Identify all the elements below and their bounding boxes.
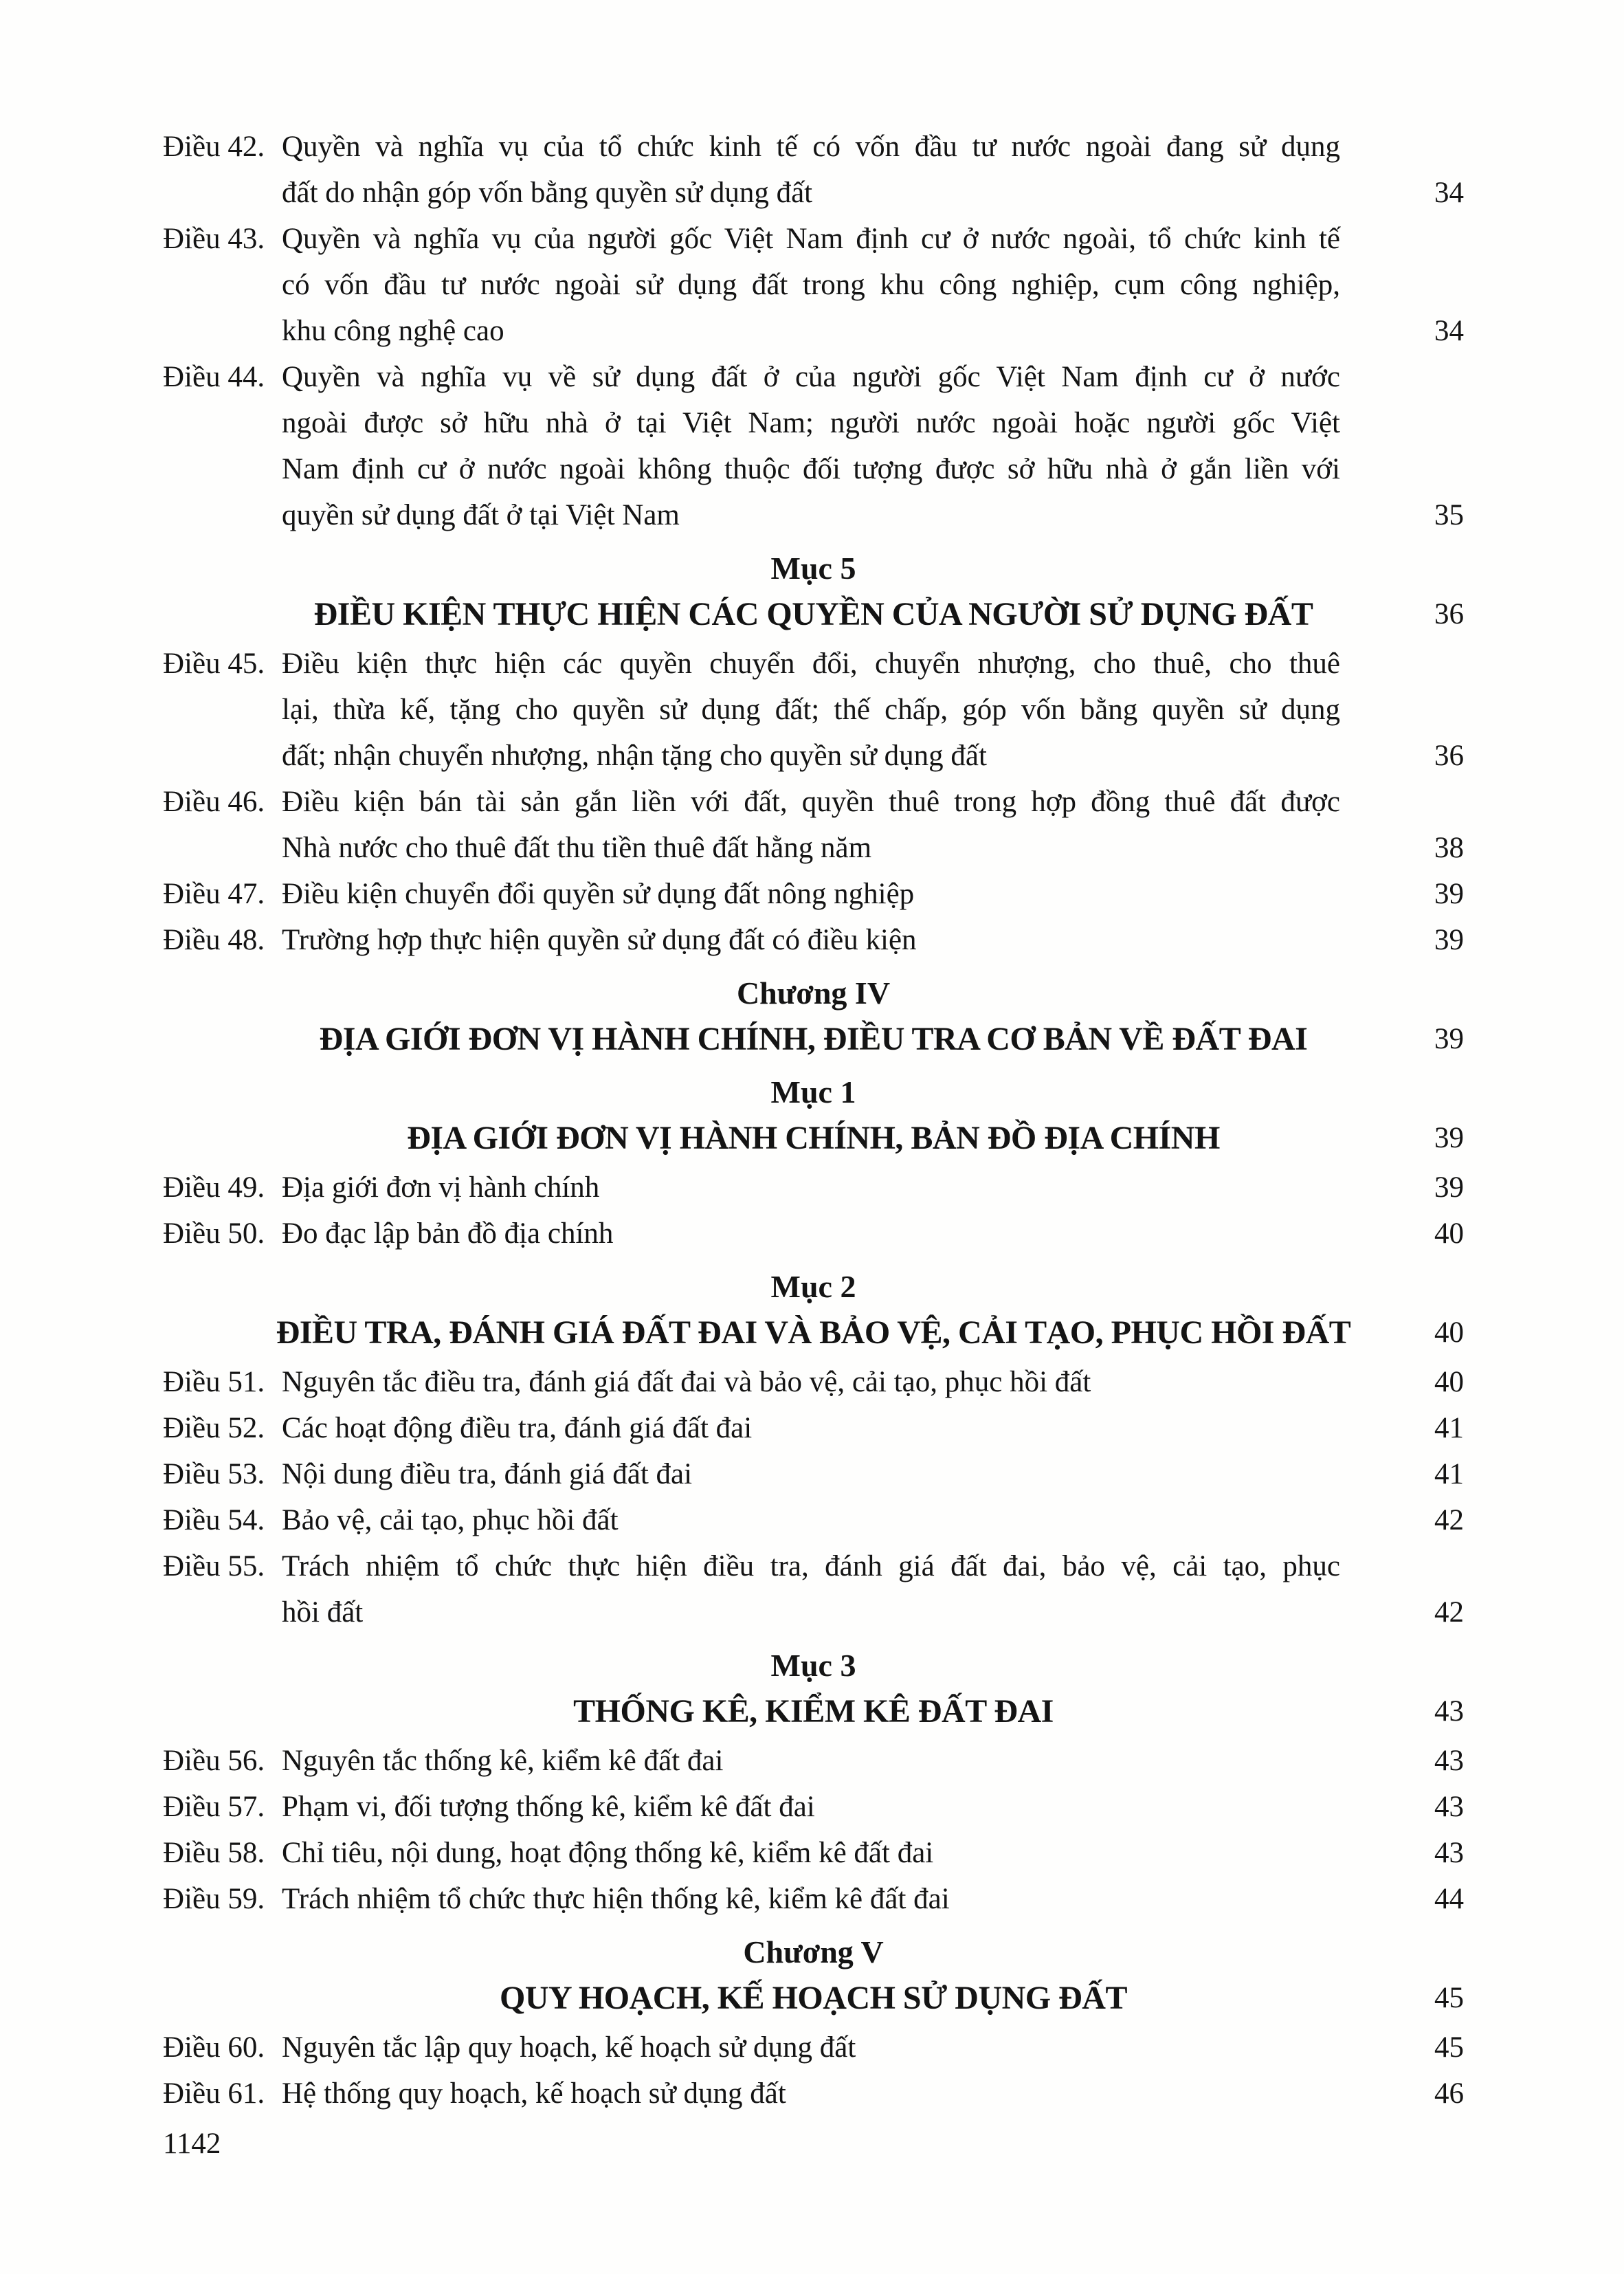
- toc-section-title: [163, 1688, 1464, 1734]
- toc-section-label-text: Mục 2: [770, 1269, 856, 1304]
- toc-entry-page: 36: [1434, 740, 1464, 772]
- toc-entry-line: Quyền và nghĩa vụ của tổ chức kinh tế có vốn đầu tư nước ngoài đang sử dụng: [282, 131, 1340, 163]
- toc-entry-text: [282, 1211, 1340, 1257]
- toc-entry-label: Điều 54.: [163, 1504, 265, 1536]
- toc-entry-page: 39: [1434, 1171, 1464, 1204]
- toc-entry-page: 44: [1434, 1883, 1464, 1915]
- toc-entry: [163, 1876, 1464, 1922]
- toc-entry-line: Nhà nước cho thuê đất thu tiền thuê đất hằng năm: [282, 832, 872, 864]
- toc-section-title-text: ĐIỀU KIỆN THỰC HIỆN CÁC QUYỀN CỦA NGƯỜI SỬ DỤNG ĐẤT: [313, 596, 1313, 632]
- toc-entry-line: Trách nhiệm tổ chức thực hiện thống kê, kiểm kê đất đai: [282, 1883, 950, 1915]
- page-number-footer: 1142: [163, 2128, 221, 2160]
- toc-entry-page: 43: [1434, 1791, 1464, 1823]
- toc-entry-label: Điều 46.: [163, 786, 265, 818]
- toc-entry-text: [282, 1405, 1340, 1451]
- toc-entry-text: [282, 216, 1340, 354]
- toc-entry-label: Điều 42.: [163, 131, 265, 163]
- toc-entry-label: Điều 51.: [163, 1366, 265, 1398]
- toc-entry-page: 38: [1434, 832, 1464, 864]
- toc-entry-line: Quyền và nghĩa vụ về sử dụng đất ở của người gốc Việt Nam định cư ở nước: [282, 361, 1340, 393]
- toc-section-label-text: Mục 3: [770, 1648, 856, 1683]
- toc-entry-page: 43: [1434, 1837, 1464, 1869]
- toc-entry-page: 40: [1434, 1217, 1464, 1250]
- toc-entry-line: Điều kiện bán tài sản gắn liền với đất, quyền thuê trong hợp đồng thuê đất được: [282, 786, 1340, 818]
- toc-entry-label: Điều 50.: [163, 1217, 265, 1250]
- toc-entry-label: Điều 47.: [163, 878, 265, 910]
- toc-entry: [163, 917, 1464, 963]
- toc-entry-line: Chỉ tiêu, nội dung, hoạt động thống kê, kiểm kê đất đai: [282, 1837, 934, 1869]
- toc-entry-text: [282, 779, 1340, 871]
- toc-entry-label: Điều 61.: [163, 2077, 265, 2110]
- toc-entry: [163, 1497, 1464, 1543]
- toc-entry-line: Quyền và nghĩa vụ của người gốc Việt Nam định cư ở nước ngoài, tổ chức kinh tế: [282, 223, 1340, 255]
- toc-entry-text: [282, 1784, 1340, 1830]
- toc-entry-page: 46: [1434, 2077, 1464, 2110]
- toc-entry: [163, 779, 1464, 871]
- toc-section-label-text: Mục 5: [770, 551, 856, 586]
- toc-entry-text: [282, 2071, 1340, 2117]
- toc-section-label: [163, 1929, 1464, 1975]
- toc-entry-text: [282, 1876, 1340, 1922]
- toc-entry-line: khu công nghệ cao: [282, 315, 504, 347]
- toc-entry: [163, 1451, 1464, 1497]
- toc-entry: [163, 1405, 1464, 1451]
- toc-entry-label: Điều 57.: [163, 1791, 265, 1823]
- toc-entry-line: hồi đất: [282, 1596, 364, 1629]
- toc-section-page: 40: [1434, 1316, 1464, 1349]
- toc-entry-line: Địa giới đơn vị hành chính: [282, 1171, 600, 1204]
- toc-entry-label: Điều 53.: [163, 1458, 265, 1490]
- toc-entry-page: 41: [1434, 1412, 1464, 1444]
- toc-entry-line: ngoài được sở hữu nhà ở tại Việt Nam; người nước ngoài hoặc người gốc Việt: [282, 407, 1340, 439]
- toc-entry-text: [282, 1543, 1340, 1635]
- toc-section-page: 43: [1434, 1695, 1464, 1727]
- toc-entry-label: Điều 43.: [163, 223, 265, 255]
- toc-section-title: [163, 591, 1464, 637]
- toc-entry-label: Điều 49.: [163, 1171, 265, 1204]
- toc-rows: [163, 124, 1464, 2117]
- toc-section-label: [163, 970, 1464, 1016]
- toc-entry-line: Đo đạc lập bản đồ địa chính: [282, 1217, 614, 1250]
- toc-entry-page: 42: [1434, 1504, 1464, 1536]
- toc-entry-page: 35: [1434, 499, 1464, 531]
- toc-entry-label: Điều 44.: [163, 361, 265, 393]
- toc-entry-label: Điều 58.: [163, 1837, 265, 1869]
- toc-entry-text: [282, 1451, 1340, 1497]
- toc-entry-line: Bảo vệ, cải tạo, phục hồi đất: [282, 1504, 619, 1536]
- toc-section-title-text: THỐNG KÊ, KIỂM KÊ ĐẤT ĐAI: [573, 1693, 1054, 1730]
- toc-section-title-text: ĐỊA GIỚI ĐƠN VỊ HÀNH CHÍNH, BẢN ĐỒ ĐỊA CHÍNH: [407, 1120, 1220, 1156]
- toc-entry: [163, 2071, 1464, 2117]
- toc-entry-line: lại, thừa kế, tặng cho quyền sử dụng đất; thế chấp, góp vốn bằng quyền sử dụng: [282, 694, 1340, 726]
- toc: [163, 124, 1464, 2117]
- toc-entry-label: Điều 59.: [163, 1883, 265, 1915]
- toc-section-title: [163, 1975, 1464, 2021]
- toc-section-title: [163, 1310, 1464, 1356]
- toc-section-label-text: Mục 1: [770, 1074, 856, 1110]
- toc-entry: [163, 1211, 1464, 1257]
- toc-section-label: [163, 1263, 1464, 1310]
- toc-entry: [163, 871, 1464, 917]
- toc-entry-line: Nguyên tắc lập quy hoạch, kế hoạch sử dụng đất: [282, 2031, 856, 2064]
- toc-entry-line: đất; nhận chuyển nhượng, nhận tặng cho quyền sử dụng đất: [282, 740, 987, 772]
- toc-entry-label: Điều 48.: [163, 924, 265, 956]
- toc-entry-text: [282, 641, 1340, 779]
- toc-entry: [163, 1359, 1464, 1405]
- toc-entry-text: [282, 871, 1340, 917]
- toc-entry: [163, 1784, 1464, 1830]
- toc-entry-text: [282, 124, 1340, 216]
- toc-entry-page: 40: [1434, 1366, 1464, 1398]
- toc-entry-page: 34: [1434, 177, 1464, 209]
- toc-section-label: [163, 1642, 1464, 1688]
- toc-section-label-text: Chương IV: [736, 975, 891, 1011]
- toc-section-page: 39: [1434, 1023, 1464, 1055]
- toc-entry-label: Điều 55.: [163, 1550, 265, 1582]
- toc-entry: [163, 354, 1464, 538]
- toc-entry-page: 39: [1434, 878, 1464, 910]
- toc-entry-line: đất do nhận góp vốn bằng quyền sử dụng đất: [282, 177, 813, 209]
- toc-entry-line: Điều kiện chuyển đổi quyền sử dụng đất nông nghiệp: [282, 878, 915, 910]
- toc-section-label: [163, 545, 1464, 591]
- toc-section-title: [163, 1115, 1464, 1161]
- toc-entry-text: [282, 1830, 1340, 1876]
- toc-section-page: 45: [1434, 1982, 1464, 2014]
- toc-section-page: 39: [1434, 1122, 1464, 1154]
- toc-entry-line: Nguyên tắc thống kê, kiểm kê đất đai: [282, 1745, 724, 1777]
- toc-entry-page: 43: [1434, 1745, 1464, 1777]
- toc-entry-text: [282, 1164, 1340, 1211]
- toc-entry: [163, 641, 1464, 779]
- toc-entry-line: Nam định cư ở nước ngoài không thuộc đối tượng được sở hữu nhà ở gắn liền với: [282, 453, 1340, 485]
- toc-entry-line: Các hoạt động điều tra, đánh giá đất đai: [282, 1412, 753, 1444]
- toc-entry-text: [282, 1359, 1340, 1405]
- toc-entry-text: [282, 1738, 1340, 1784]
- toc-section-label-text: Chương V: [743, 1934, 884, 1969]
- toc-entry-page: 34: [1434, 315, 1464, 347]
- toc-section-page: 36: [1434, 598, 1464, 630]
- toc-section-title-text: ĐỊA GIỚI ĐƠN VỊ HÀNH CHÍNH, ĐIỀU TRA CƠ BẢN VỀ ĐẤT ĐAI: [319, 1021, 1308, 1057]
- toc-entry-line: Trường hợp thực hiện quyền sử dụng đất có điều kiện: [282, 924, 917, 956]
- toc-entry-label: Điều 52.: [163, 1412, 265, 1444]
- toc-entry: [163, 1164, 1464, 1211]
- toc-entry: [163, 1738, 1464, 1784]
- toc-entry-page: 39: [1434, 924, 1464, 956]
- toc-section-title: [163, 1016, 1464, 1062]
- toc-entry: [163, 216, 1464, 354]
- toc-entry-text: [282, 354, 1340, 538]
- toc-entry: [163, 1830, 1464, 1876]
- toc-entry-line: Phạm vi, đối tượng thống kê, kiểm kê đất đai: [282, 1791, 815, 1823]
- toc-entry-line: Điều kiện thực hiện các quyền chuyển đổi, chuyển nhượng, cho thuê, cho thuê: [282, 648, 1340, 680]
- toc-section-title-text: QUY HOẠCH, KẾ HOẠCH SỬ DỤNG ĐẤT: [500, 1980, 1127, 2016]
- toc-section-title-text: ĐIỀU TRA, ĐÁNH GIÁ ĐẤT ĐAI VÀ BẢO VỆ, CẢI TẠO, PHỤC HỒI ĐẤT: [276, 1314, 1351, 1351]
- toc-entry-page: 42: [1434, 1596, 1464, 1629]
- toc-entry-page: 41: [1434, 1458, 1464, 1490]
- toc-entry: [163, 1543, 1464, 1635]
- toc-entry-label: Điều 45.: [163, 648, 265, 680]
- toc-entry-line: Hệ thống quy hoạch, kế hoạch sử dụng đất: [282, 2077, 786, 2110]
- toc-entry-text: [282, 2024, 1340, 2071]
- toc-entry-line: có vốn đầu tư nước ngoài sử dụng đất trong khu công nghiệp, cụm công nghiệp,: [282, 269, 1340, 301]
- toc-entry-line: Nội dung điều tra, đánh giá đất đai: [282, 1458, 693, 1490]
- toc-entry-line: Trách nhiệm tổ chức thực hiện điều tra, đánh giá đất đai, bảo vệ, cải tạo, phục: [282, 1550, 1340, 1582]
- toc-entry-label: Điều 60.: [163, 2031, 265, 2064]
- toc-entry-line: Nguyên tắc điều tra, đánh giá đất đai và bảo vệ, cải tạo, phục hồi đất: [282, 1366, 1091, 1398]
- toc-entry: [163, 124, 1464, 216]
- toc-entry: [163, 2024, 1464, 2071]
- toc-section-label: [163, 1069, 1464, 1115]
- toc-entry-page: 45: [1434, 2031, 1464, 2064]
- toc-entry-text: [282, 917, 1340, 963]
- toc-entry-line: quyền sử dụng đất ở tại Việt Nam: [282, 499, 680, 531]
- toc-entry-text: [282, 1497, 1340, 1543]
- toc-entry-label: Điều 56.: [163, 1745, 265, 1777]
